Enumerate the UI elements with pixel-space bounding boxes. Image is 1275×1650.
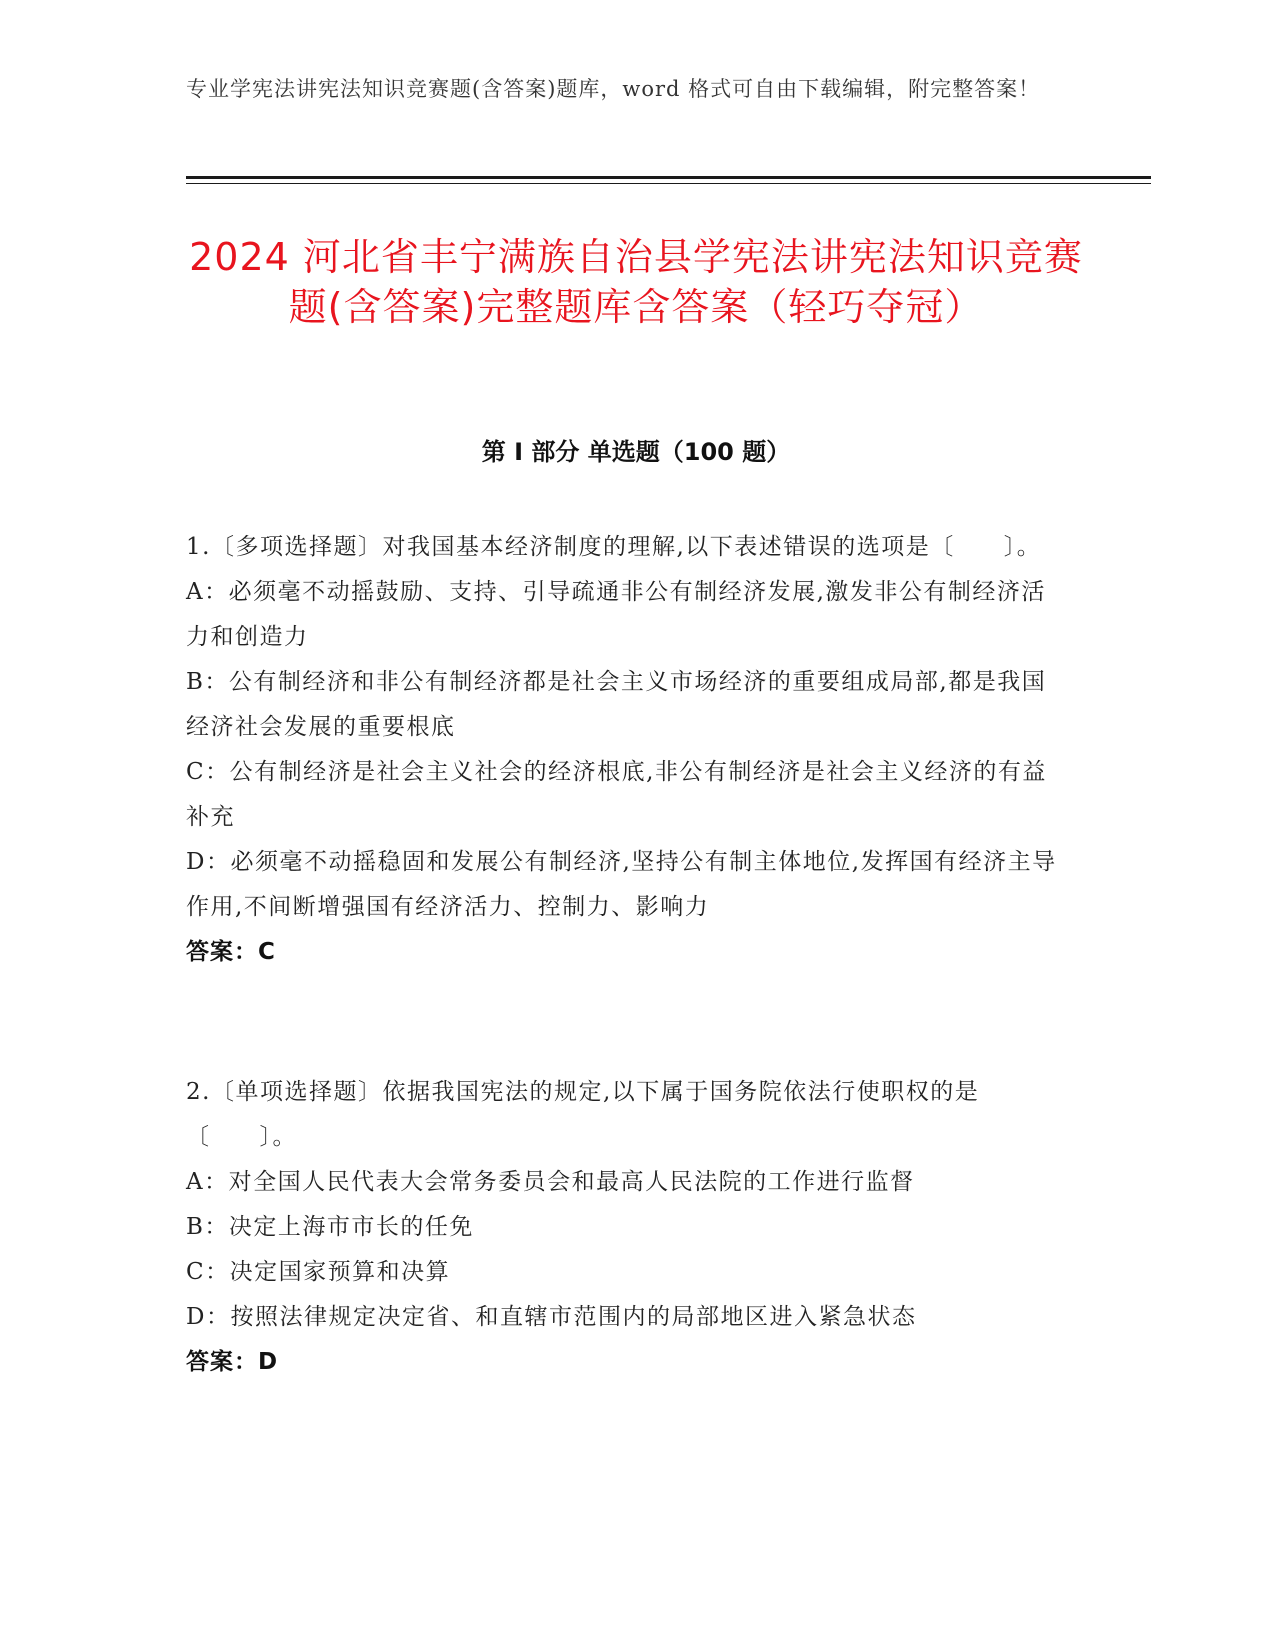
option-d: D：必须毫不动摇稳固和发展公有制经济,坚持公有制主体地位,发挥国有经济主导作用,不间断增强国有经济活力、控制力、影响力 [186, 849, 1057, 920]
answer-label: 答案：C [186, 939, 276, 965]
header-divider-thin [186, 183, 1151, 184]
option-c: C：决定国家预算和决算 [186, 1259, 451, 1285]
header-divider-thick [186, 176, 1151, 179]
question-block [186, 525, 1066, 975]
option-d: D：按照法律规定决定省、和直辖市范围内的局部地区进入紧急状态 [186, 1304, 917, 1330]
document-title: 2024 河北省丰宁满族自治县学宪法讲宪法知识竞赛题(含答案)完整题库含答案（轻巧夺冠） [189, 235, 1083, 329]
answer-label: 答案：D [186, 1349, 279, 1375]
section-heading: 第 I 部分 单选题（100 题） [481, 438, 791, 466]
header-note: 专业学宪法讲宪法知识竞赛题(含答案)题库，word 格式可自由下载编辑，附完整答案！ [186, 77, 1041, 101]
option-b: B：决定上海市市长的任免 [186, 1214, 474, 1240]
question-stem: 2.〔单项选择题〕依据我国宪法的规定,以下属于国务院依法行使职权的是〔 〕。 [186, 1079, 980, 1150]
option-a: A：必须毫不动摇鼓励、支持、引导疏通非公有制经济发展,激发非公有制经济活力和创造力 [186, 579, 1046, 650]
option-a: A：对全国人民代表大会常务委员会和最高人民法院的工作进行监督 [186, 1169, 915, 1195]
question-block [186, 1070, 1066, 1385]
option-b: B：公有制经济和非公有制经济都是社会主义市场经济的重要组成局部,都是我国经济社会发展的重要根底 [186, 669, 1047, 740]
question-stem: 1.〔多项选择题〕对我国基本经济制度的理解,以下表述错误的选项是〔 〕。 [186, 534, 1042, 560]
option-c: C：公有制经济是社会主义社会的经济根底,非公有制经济是社会主义经济的有益补充 [186, 759, 1047, 830]
